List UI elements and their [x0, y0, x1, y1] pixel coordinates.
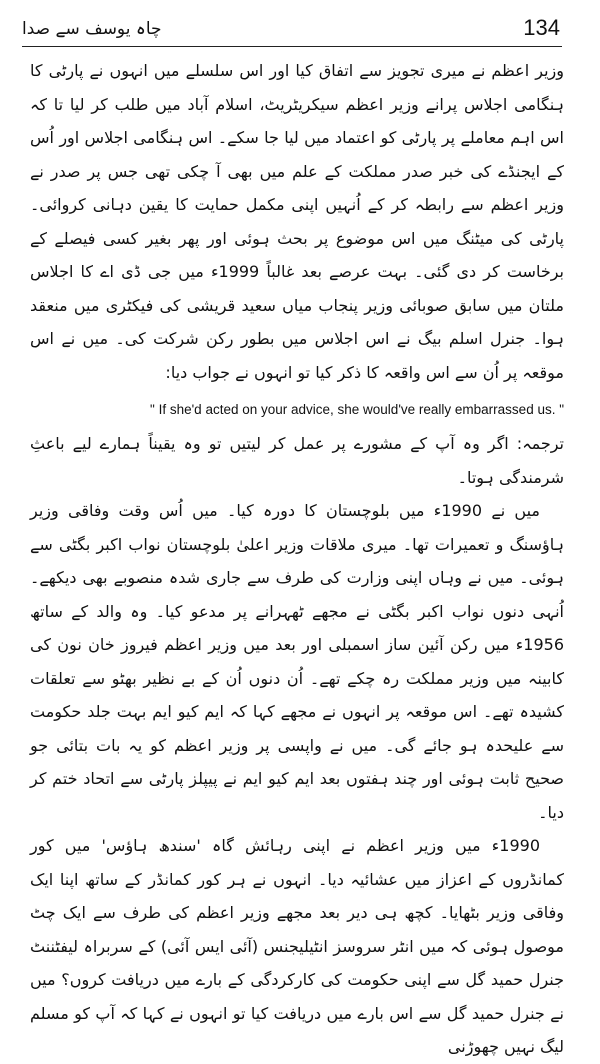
page-header: [22, 14, 560, 46]
paragraph-3: 1990ء میں وزیر اعظم نے اپنی رہائش گاہ 'سندھ ہاؤس' میں کور کمانڈروں کے اعزاز میں عشائیہ دیا۔ انہوں نے ہر کور کمانڈر کے ساتھ اپنا ایک وفاقی وزیر بٹھایا۔ کچھ ہی دیر بعد مجھے وزیر اعظم کی طرف سے ایک چٹ موصول ہوئی کہ میں انٹر سروسز انٹیلیجنس (آئی ایس آئی) کے سربراہ لیفٹننٹ جنرل حمید گل سے اپنی حکومت کی کارکردگی کے بارے میں دریافت کروں؟ میں نے جنرل حمید گل سے اس بارے میں دریافت کیا تو انہوں نے کہا کہ آپ کو مسلم لیگ نہیں چھوڑنی: [30, 836, 564, 1056]
body-text: [30, 54, 564, 1064]
header-divider: [22, 46, 562, 47]
running-title: چاہ یوسف سے صدا: [22, 19, 162, 39]
english-quote: " If she'd acted on your advice, she would've really embarrassed us. ": [150, 402, 564, 417]
paragraph-translation: ترجمہ: اگر وہ آپ کے مشورے پر عمل کر لیتیں تو وہ یقیناً ہمارے لیے باعثِ شرمندگی ہوتا۔: [30, 434, 564, 487]
paragraph-2: میں نے 1990ء میں بلوچستان کا دورہ کیا۔ میں اُس وقت وفاقی وزیر ہاؤسنگ و تعمیرات تھا۔ میری ملاقات وزیر اعلیٰ بلوچستان نواب اکبر بگٹی سے ہوئی۔ میں نے وہاں اپنی وزارت کی طرف سے جاری شدہ منصوبے بھی دیکھے۔ اُنہی دنوں نواب اکبر بگٹی نے مجھے ٹھہرانے پر مدعو کیا۔ وہ والد کے ساتھ 1956ء میں رکن آئین ساز اسمبلی اور بعد میں وزیر اعظم فیروز خان نون کی کابینہ میں وزیر مملکت رہ چکے تھے۔ اُن دنوں اُن کے بے نظیر بھٹو سے تعلقات کشیدہ تھے۔ اس موقعہ پر انہوں نے مجھے کہا کہ ایم کیو ایم بہت جلد حکومت سے علیحدہ ہو جائے گی۔ میں نے واپسی پر وزیر اعظم کو یہ بات بتائی جو صحیح ثابت ہوئی اور چند ہفتوں بعد ایم کیو ایم نے پیپلز پارٹی سے اتحاد ختم کر دیا۔: [30, 501, 564, 822]
paragraph-1: وزیر اعظم نے میری تجویز سے اتفاق کیا اور اس سلسلے میں انہوں نے پارٹی کا ہنگامی اجلاس پرانے وزیر اعظم سیکریٹریٹ، اسلام آباد میں طلب کر لیا تا کہ اس اہم معاملے پر پارٹی کو اعتماد میں لیا جا سکے۔ اس ہنگامی اجلاس اور اُس کے ایجنڈے کی خبر صدر مملکت کے علم میں بھی آ چکی تھی جس پر صدر نے وزیر اعظم سے رابطہ کر کے اُنہیں اپنی مکمل حمایت کا یقین دہانی کروائی۔ پارٹی کی میٹنگ میں اس موضوع پر بحث ہوئی اور پھر بغیر کسی فیصلے کے برخاست کر دی گئی۔ بہت عرصے بعد غالباً 1999ء میں جی ڈی اے کا اجلاس ملتان میں سابق صوبائی وزیر پنجاب میاں سعید قریشی کی فیکٹری میں منعقد ہوا۔ جنرل اسلم بیگ نے اس اجلاس میں بطور رکن شرکت کی۔ میں نے اس موقعہ پر اُن سے اس واقعہ کا ذکر کیا تو انہوں نے جواب دیا:: [30, 61, 564, 382]
page-number: 134: [523, 15, 560, 40]
